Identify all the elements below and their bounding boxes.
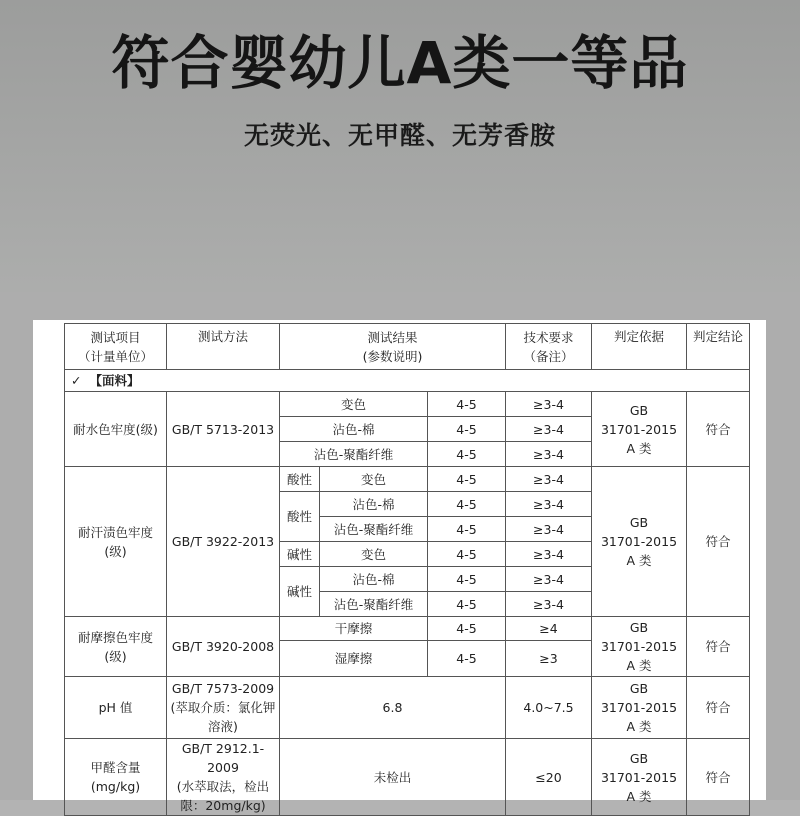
- result-value: 4-5: [428, 442, 506, 467]
- requirement-value: ≥3-4: [506, 592, 592, 617]
- requirement-value: ≥3-4: [506, 567, 592, 592]
- requirement-value: ≥3-4: [506, 492, 592, 517]
- water-item: 耐水色牢度(级): [65, 392, 167, 467]
- sweat-item: 耐汗渍色牢度 (级): [65, 467, 167, 617]
- result-label: 变色: [280, 392, 428, 417]
- alkali-label: 碱性: [280, 567, 320, 617]
- requirement-value: ≥3-4: [506, 517, 592, 542]
- result-value: 4-5: [428, 567, 506, 592]
- acid-label: 酸性: [280, 467, 320, 492]
- result-label: 沾色-棉: [320, 492, 428, 517]
- header-item: 测试项目 （计量单位）: [65, 324, 167, 370]
- requirement-value: ≥4: [506, 617, 592, 641]
- sweat-method: GB/T 3922-2013: [167, 467, 280, 617]
- basis-cell: GB 31701-2015 A 类: [592, 739, 687, 816]
- result-value: 4-5: [428, 542, 506, 567]
- header-conclusion: 判定结论: [687, 324, 750, 370]
- conclusion-cell: 符合: [687, 617, 750, 677]
- rub-method: GB/T 3920-2008: [167, 617, 280, 677]
- conclusion-cell: 符合: [687, 392, 750, 467]
- result-label: 变色: [320, 542, 428, 567]
- result-value: 4-5: [428, 467, 506, 492]
- acid-label: 酸性: [280, 492, 320, 542]
- rub-item: 耐摩擦色牢度 (级): [65, 617, 167, 677]
- basis-cell: GB 31701-2015 A 类: [592, 392, 687, 467]
- result-label: 湿摩擦: [280, 641, 428, 677]
- result-label: 沾色-聚酯纤维: [280, 442, 428, 467]
- water-method: GB/T 5713-2013: [167, 392, 280, 467]
- page-title: 符合婴幼儿A类一等品: [111, 29, 689, 97]
- basis-cell: GB 31701-2015 A 类: [592, 467, 687, 617]
- result-value: 4-5: [428, 517, 506, 542]
- table-row: [65, 739, 750, 816]
- checkmark-icon: ✓: [71, 373, 82, 388]
- test-report-sheet: [33, 320, 766, 813]
- page-subtitle: 无荧光、无甲醛、无芳香胺: [243, 121, 556, 150]
- requirement-value: ≥3-4: [506, 542, 592, 567]
- result-label: 沾色-棉: [320, 567, 428, 592]
- formaldehyde-item: 甲醛含量 (mg/kg): [65, 739, 167, 816]
- requirement-value: ≥3: [506, 641, 592, 677]
- table-row: [65, 617, 750, 641]
- conclusion-cell: 符合: [687, 739, 750, 816]
- requirement-value: ≥3-4: [506, 442, 592, 467]
- conclusion-cell: 符合: [687, 467, 750, 617]
- header-method: 测试方法: [167, 324, 280, 370]
- result-value: 4-5: [428, 592, 506, 617]
- formaldehyde-requirement: ≤20: [506, 739, 592, 816]
- header-result: 测试结果 (参数说明): [280, 324, 506, 370]
- formaldehyde-value: 未检出: [280, 739, 506, 816]
- header-basis: 判定依据: [592, 324, 687, 370]
- result-label: 干摩擦: [280, 617, 428, 641]
- alkali-label: 碱性: [280, 542, 320, 567]
- test-report-table: [64, 323, 750, 816]
- section-row: [65, 370, 750, 392]
- result-label: 沾色-聚酯纤维: [320, 517, 428, 542]
- result-value: 4-5: [428, 617, 506, 641]
- ph-item: pH 值: [65, 677, 167, 739]
- ph-requirement: 4.0~7.5: [506, 677, 592, 739]
- result-value: 4-5: [428, 392, 506, 417]
- ph-method: GB/T 7573-2009 (萃取介质：氯化钾 溶液): [167, 677, 280, 739]
- ph-value: 6.8: [280, 677, 506, 739]
- header-row: [65, 324, 750, 370]
- header-requirement: 技术要求 （备注）: [506, 324, 592, 370]
- basis-cell: GB 31701-2015 A 类: [592, 617, 687, 677]
- conclusion-cell: 符合: [687, 677, 750, 739]
- requirement-value: ≥3-4: [506, 417, 592, 442]
- result-value: 4-5: [428, 641, 506, 677]
- table-row: [65, 467, 750, 492]
- result-label: 沾色-聚酯纤维: [320, 592, 428, 617]
- table-row: [65, 677, 750, 739]
- table-row: [65, 392, 750, 417]
- basis-cell: GB 31701-2015 A 类: [592, 677, 687, 739]
- formaldehyde-method: GB/T 2912.1-2009 (水萃取法，检出 限：20mg/kg): [167, 739, 280, 816]
- result-label: 沾色-棉: [280, 417, 428, 442]
- result-value: 4-5: [428, 417, 506, 442]
- section-label: 【面料】: [89, 373, 140, 388]
- requirement-value: ≥3-4: [506, 467, 592, 492]
- result-label: 变色: [320, 467, 428, 492]
- requirement-value: ≥3-4: [506, 392, 592, 417]
- result-value: 4-5: [428, 492, 506, 517]
